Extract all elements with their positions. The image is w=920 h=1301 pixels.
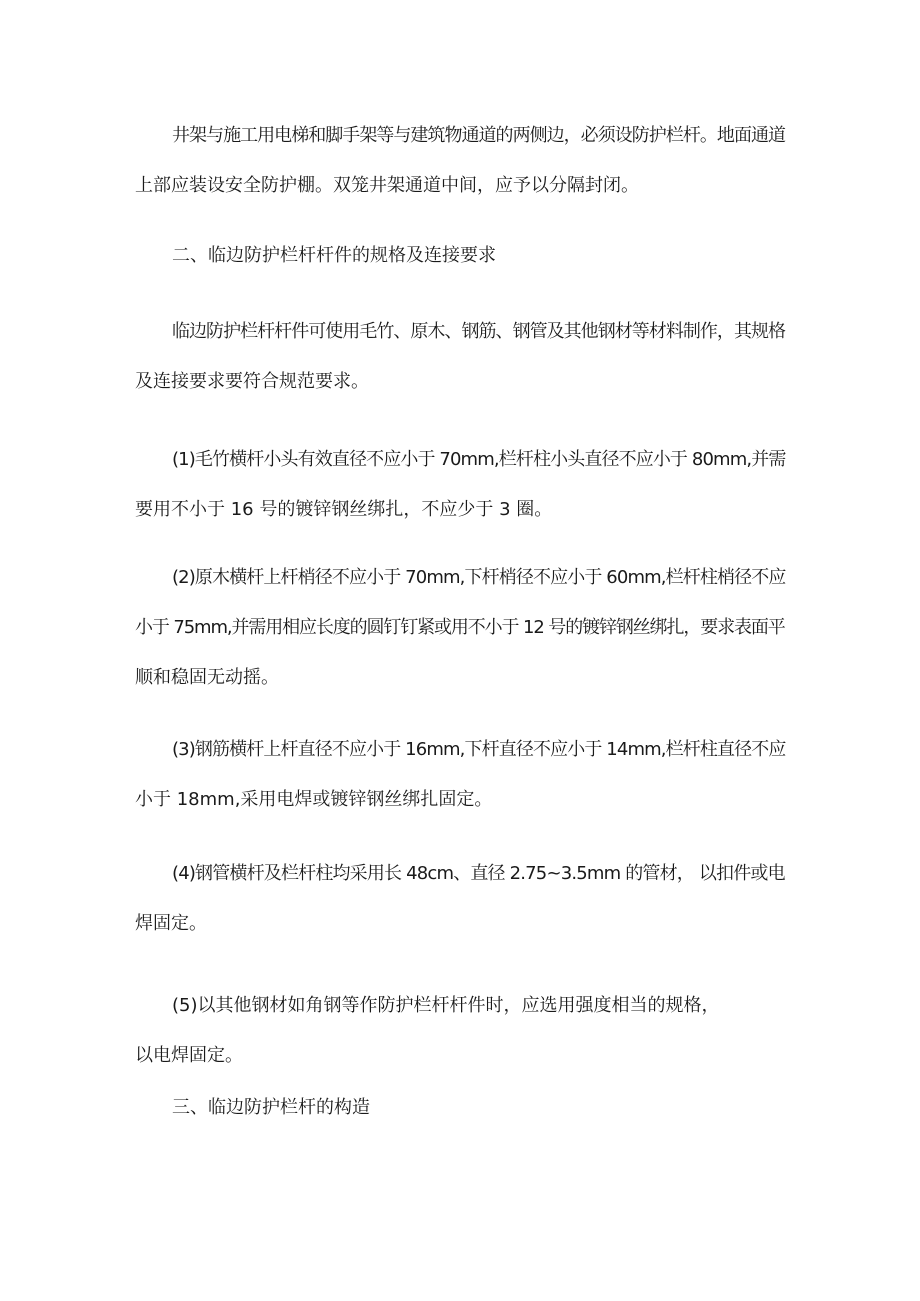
paragraph-line: 焊固定。 bbox=[135, 913, 207, 934]
paragraph-line: 顺和稳固无动摇。 bbox=[135, 667, 279, 688]
paragraph-line: (1)毛竹横杆小头有效直径不应小于 70mm,栏杆柱小头直径不应小于 80mm,并需 bbox=[172, 449, 786, 470]
paragraph-line: 小于 18mm,采用电焊或镀锌钢丝绑扎固定。 bbox=[135, 789, 493, 810]
paragraph-line: 井架与施工用电梯和脚手架等与建筑物通道的两侧边，必须设防护栏杆。地面通道 bbox=[172, 125, 786, 146]
paragraph-line: (4)钢管横杆及栏杆柱均采用长 48cm、直径 2.75~3.5mm 的管材， 以扣件或电 bbox=[172, 863, 785, 884]
paragraph-line: (3)钢筋横杆上杆直径不应小于 16mm,下杆直径不应小于 14mm,栏杆柱直径不应 bbox=[172, 739, 786, 760]
section-heading: 三、临边防护栏杆的构造 bbox=[172, 1097, 370, 1118]
section-heading: 二、临边防护栏杆杆件的规格及连接要求 bbox=[172, 245, 496, 266]
paragraph-line: 及连接要求要符合规范要求。 bbox=[135, 371, 369, 392]
paragraph-line: 临边防护栏杆杆件可使用毛竹、原木、钢筋、钢管及其他钢材等材料制作，其规格 bbox=[172, 321, 786, 342]
paragraph-line: (5)以其他钢材如角钢等作防护栏杆杆件时，应选用强度相当的规格， bbox=[172, 995, 720, 1016]
paragraph-line: 上部应装设安全防护棚。双笼井架通道中间，应予以分隔封闭。 bbox=[135, 175, 639, 196]
paragraph-line: 要用不小于 16 号的镀锌钢丝绑扎，不应少于 3 圈。 bbox=[135, 499, 553, 520]
paragraph-line: 小于 75mm,并需用相应长度的圆钉钉紧或用不小于 12 号的镀锌钢丝绑扎，要求表面平 bbox=[135, 617, 785, 638]
paragraph-line: (2)原木横杆上杆梢径不应小于 70mm,下杆梢径不应小于 60mm,栏杆柱梢径不应 bbox=[172, 567, 786, 588]
paragraph-line: 以电焊固定。 bbox=[135, 1045, 243, 1066]
